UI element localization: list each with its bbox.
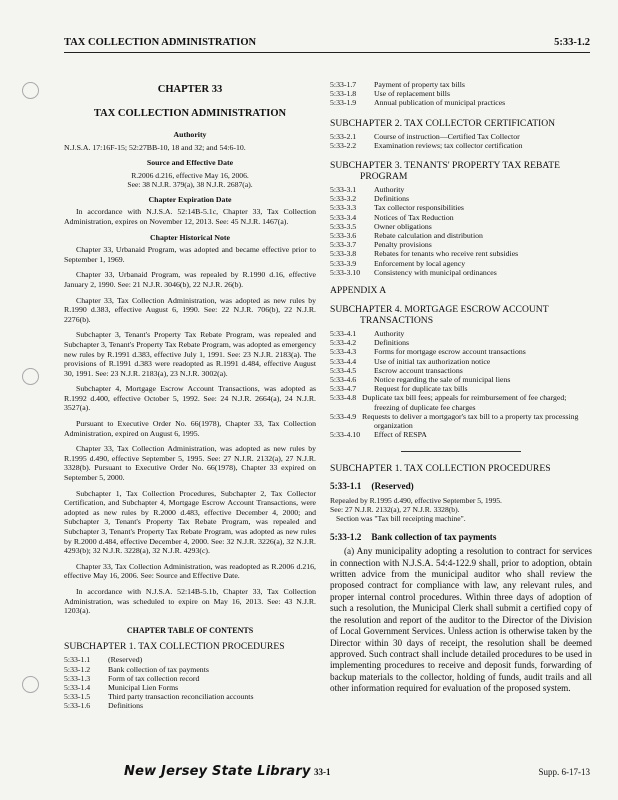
toc-entry: 5:33-1.6 Definitions <box>64 701 144 711</box>
toc-entry: 5:33-2.1 Course of instruction—Certified Tax Collector <box>330 131 520 141</box>
toc-entry: 5:33-3.4 Notices of Tax Reduction <box>330 212 454 222</box>
historical-note-paragraph: Subchapter 4, Mortgage Escrow Account Transactions, was adopted as R.1992 d.400, effective October 5, 1992. See: 24 N.J.R. 2664(a), 24 N.J.R. 3527(a). <box>64 384 316 413</box>
historical-note-paragraph: Subchapter 1, Tax Collection Procedures, Subchapter 2, Tax Collector Certification, and Subchapter 4, Mortgage Escrow Account Transactions, were adopted as new rules by R.2000 d.483, effective December 4, 2000; and Subchapter 3, Tenant's Property Tax Rebate Program, was repealed and Subchapter 3, Tenant's Property Tax Rebate Program, was adopted as new rules by R.2000 d.484, effective December 4, 2000. See: 32 N.J.R. 3226(a), 32 N.J.R. 4293(b); 32 N.J.R. 3228(a), 32 N.J.R. 4293(c). <box>64 488 316 556</box>
left-column <box>64 80 316 711</box>
toc-entry: 5:33-1.2 Bank collection of tax payments <box>64 664 209 674</box>
toc-entry: 5:33-4.7 Request for duplicate tax bills <box>330 384 468 394</box>
toc-entry: 5:33-1.5 Third party transaction reconciliation accounts <box>64 692 254 702</box>
toc-entry: 5:33-1.8 Use of replacement bills <box>330 89 450 99</box>
section-title: Bank collection of tax payments <box>371 531 497 542</box>
toc-subchapter-3 <box>330 185 592 277</box>
header-title: TAX COLLECTION ADMINISTRATION <box>64 37 257 48</box>
toc-entry: 5:33-4.1 Authority <box>330 329 405 339</box>
repeal-note: See: 27 N.J.R. 2132(a), 27 N.J.R. 3328(b). <box>330 504 460 514</box>
expiration-heading: Chapter Expiration Date <box>148 194 232 204</box>
historical-note-paragraph: In accordance with N.J.S.A. 52:14B-5.1b, Chapter 33, Tax Collection Administration, was scheduled to expire on May 16, 2013. See: 43 N.J.R. 1203(a). <box>64 586 316 616</box>
section-number: 5:33-1.1 <box>330 481 362 492</box>
toc-entry: 5:33-4.5 Escrow account transactions <box>330 365 463 375</box>
punch-hole-mark <box>22 82 39 99</box>
chapter-name: TAX COLLECTION ADMINISTRATION <box>93 108 287 119</box>
section-divider <box>401 451 521 452</box>
repeal-note: Repealed by R.1995 d.490, effective September 5, 1995. <box>330 495 502 505</box>
toc-entry: 5:33-3.3 Tax collector responsibilities <box>330 203 464 213</box>
historical-note-paragraph: Chapter 33, Urbanaid Program, was adopted and became effective prior to September 1, 1969. <box>64 245 316 264</box>
toc-entry: 5:33-4.10 Effect of RESPA <box>330 430 427 440</box>
toc-entry: 5:33-4.8 Duplicate tax bill fees; appeals for reimbursement of fee charged; freezing of duplicate fee charges <box>330 393 567 412</box>
expiration-text: In accordance with N.J.S.A. 52:14B-5.1c, Chapter 33, Tax Collection Administration, expires on November 12, 2013. See: 45 N.J.R. 1467(a). <box>64 207 316 226</box>
running-header <box>64 36 590 53</box>
historical-note-paragraph: Pursuant to Executive Order No. 66(1978), Chapter 33, Tax Collection Administration, expired on August 6, 1995. <box>64 419 316 438</box>
toc-entry: 5:33-1.9 Annual publication of municipal practices <box>330 98 506 108</box>
appendix-heading: APPENDIX A <box>330 285 387 297</box>
subchapter-2-heading: SUBCHAPTER 2. TAX COLLECTOR CERTIFICATION <box>330 117 556 129</box>
toc-entry: 5:33-4.9 Requests to deliver a mortgagor's tax bill to a property tax processing organization <box>330 411 579 431</box>
toc-entry: 5:33-1.7 Payment of property tax bills <box>330 80 465 89</box>
toc-subchapter-1-continued <box>330 80 592 108</box>
subchapter-4-heading: SUBCHAPTER 4. MORTGAGE ESCROW ACCOUNT <box>330 304 549 316</box>
subchapter-3-heading-cont: PROGRAM <box>360 171 408 183</box>
historical-note-paragraph: Chapter 33, Tax Collection Administration, was adopted as new rules by R.1995 d.490, effective September 5, 1995. See: 27 N.J.R. 2132(a), 27 N.J.R. 3328(b). Pursuant to Executive Order No. 66(1978), Chapter 33 expired on September 5, 2000. <box>64 444 316 483</box>
toc-entry: 5:33-2.2 Examination reviews; tax collector certification <box>330 140 523 150</box>
punch-hole-mark <box>22 676 39 693</box>
page-footer <box>64 764 590 784</box>
repeal-note: Section was "Tax bill receipting machine". <box>336 513 466 523</box>
supplement-date: Supp. 6-17-13 <box>538 767 590 777</box>
toc-entry: 5:33-4.6 Notice regarding the sale of municipal liens <box>330 375 511 385</box>
subchapter-1-heading: SUBCHAPTER 1. TAX COLLECTION PROCEDURES <box>64 641 285 653</box>
toc-entry: 5:33-4.3 Forms for mortgage escrow account transactions <box>330 347 526 357</box>
historical-note-paragraph: Chapter 33, Tax Collection Administration, was readopted as R.2006 d.216, effective May 16, 2006. See: Source and Effective Date. <box>64 561 316 581</box>
header-section-number: 5:33-1.2 <box>554 37 590 48</box>
toc-entry: 5:33-3.6 Rebate calculation and distribution <box>330 231 483 241</box>
punch-hole-mark <box>22 368 39 385</box>
toc-subchapter-2 <box>330 132 592 150</box>
page-number: 33-1 <box>314 767 331 777</box>
right-column <box>330 80 592 695</box>
toc-entry: 5:33-3.9 Enforcement by local agency <box>330 258 466 268</box>
historical-note-heading: Chapter Historical Note <box>150 232 230 242</box>
section-title: (Reserved) <box>371 481 414 492</box>
authority-heading: Authority <box>173 130 207 139</box>
toc-entry: 5:33-4.2 Definitions <box>330 338 410 348</box>
toc-subchapter-4 <box>330 329 592 439</box>
historical-note-paragraph: Chapter 33, Tax Collection Administration, was adopted as new rules by R.1990 d.383, effective August 6, 1990. See: 22 N.J.R. 706(b), 22 N.J.R. 2276(b). <box>64 295 316 324</box>
toc-entry: 5:33-1.3 Form of tax collection record <box>64 673 200 683</box>
source-heading: Source and Effective Date <box>146 158 234 168</box>
toc-entry: 5:33-3.1 Authority <box>330 185 405 195</box>
toc-subchapter-1 <box>64 655 316 710</box>
toc-entry: 5:33-3.5 Owner obligations <box>330 221 432 231</box>
authority-text: N.J.S.A. 17:16F-15; 52:27BB-10, 18 and 32; and 54:6-10. <box>64 142 246 152</box>
section-number: 5:33-1.2 <box>330 531 362 542</box>
toc-entry: 5:33-3.2 Definitions <box>330 194 410 204</box>
historical-note-paragraph: Chapter 33, Urbanaid Program, was repealed by R.1990 d.16, effective January 2, 1990. See: 21 N.J.R. 3046(b), 22 N.J.R. 26(b). <box>64 270 316 289</box>
subchapter-4-heading-cont: TRANSACTIONS <box>360 315 434 327</box>
subchapter-3-heading: SUBCHAPTER 3. TENANTS' PROPERTY TAX REBATE <box>330 160 560 172</box>
toc-entry: 5:33-1.1 (Reserved) <box>64 655 143 665</box>
section-5-33-1-1-heading <box>330 482 592 492</box>
source-line: See: 38 N.J.R. 379(a), 38 N.J.R. 2687(a). <box>127 179 253 189</box>
section-body-paragraph: (a) Any municipality adopting a resolution to contract for services in connection with N.J.S.A. 54:4-122.9 shall, prior to adoption, obtain written advice from the municipal auditor who shall review the proposed contract for compliance with law, any relevant rules, and proper internal control procedures. Within three days of adoption of such a resolution, the Municipal Clerk shall submit a certified copy of the resolution and report of the auditor to the Director of the Division of Local Government Services. Unless action is otherwise taken by the Director within 30 days of receipt, the resolution shall be deemed approved. Such contract shall include detailed procedures to be used in implementing procedures to receive and deposit funds, forwarding of backup materials to the collector, holding of funds, audit trails and all other information required for evaluation of the proposed system. <box>330 546 592 694</box>
historical-note-paragraph: Subchapter 3, Tenant's Property Tax Rebate Program, was repealed and Subchapter 3, Tenant's Property Tax Rebate Program, was adopted as emergency new rules by R.1991 d.383, effective July 1, 1991. See: 23 N.J.R. 2183(a). The provisions of R.1991 d.383 were readopted as R.1991 d.484, effective August 30, 1991. See: 23 N.J.R. 2183(a), 23 N.J.R. 3002(a). <box>64 330 316 378</box>
toc-entry: 5:33-3.8 Rebates for tenants who receive rent subsidies <box>330 249 519 259</box>
section-5-33-1-2-heading <box>330 533 592 543</box>
library-stamp: New Jersey State Library <box>124 764 311 779</box>
source-line: R.2006 d.216, effective May 16, 2006. <box>131 170 249 180</box>
toc-entry: 5:33-3.7 Penalty provisions <box>330 240 432 250</box>
table-of-contents-heading: CHAPTER TABLE OF CONTENTS <box>126 625 254 635</box>
chapter-number: CHAPTER 33 <box>157 84 223 95</box>
toc-entry: 5:33-4.4 Use of initial tax authorization notice <box>330 356 491 366</box>
body-subchapter-1-heading: SUBCHAPTER 1. TAX COLLECTION PROCEDURES <box>330 463 551 475</box>
toc-entry: 5:33-1.4 Municipal Lien Forms <box>64 682 179 692</box>
toc-entry: 5:33-3.10 Consistency with municipal ordinances <box>330 267 497 277</box>
